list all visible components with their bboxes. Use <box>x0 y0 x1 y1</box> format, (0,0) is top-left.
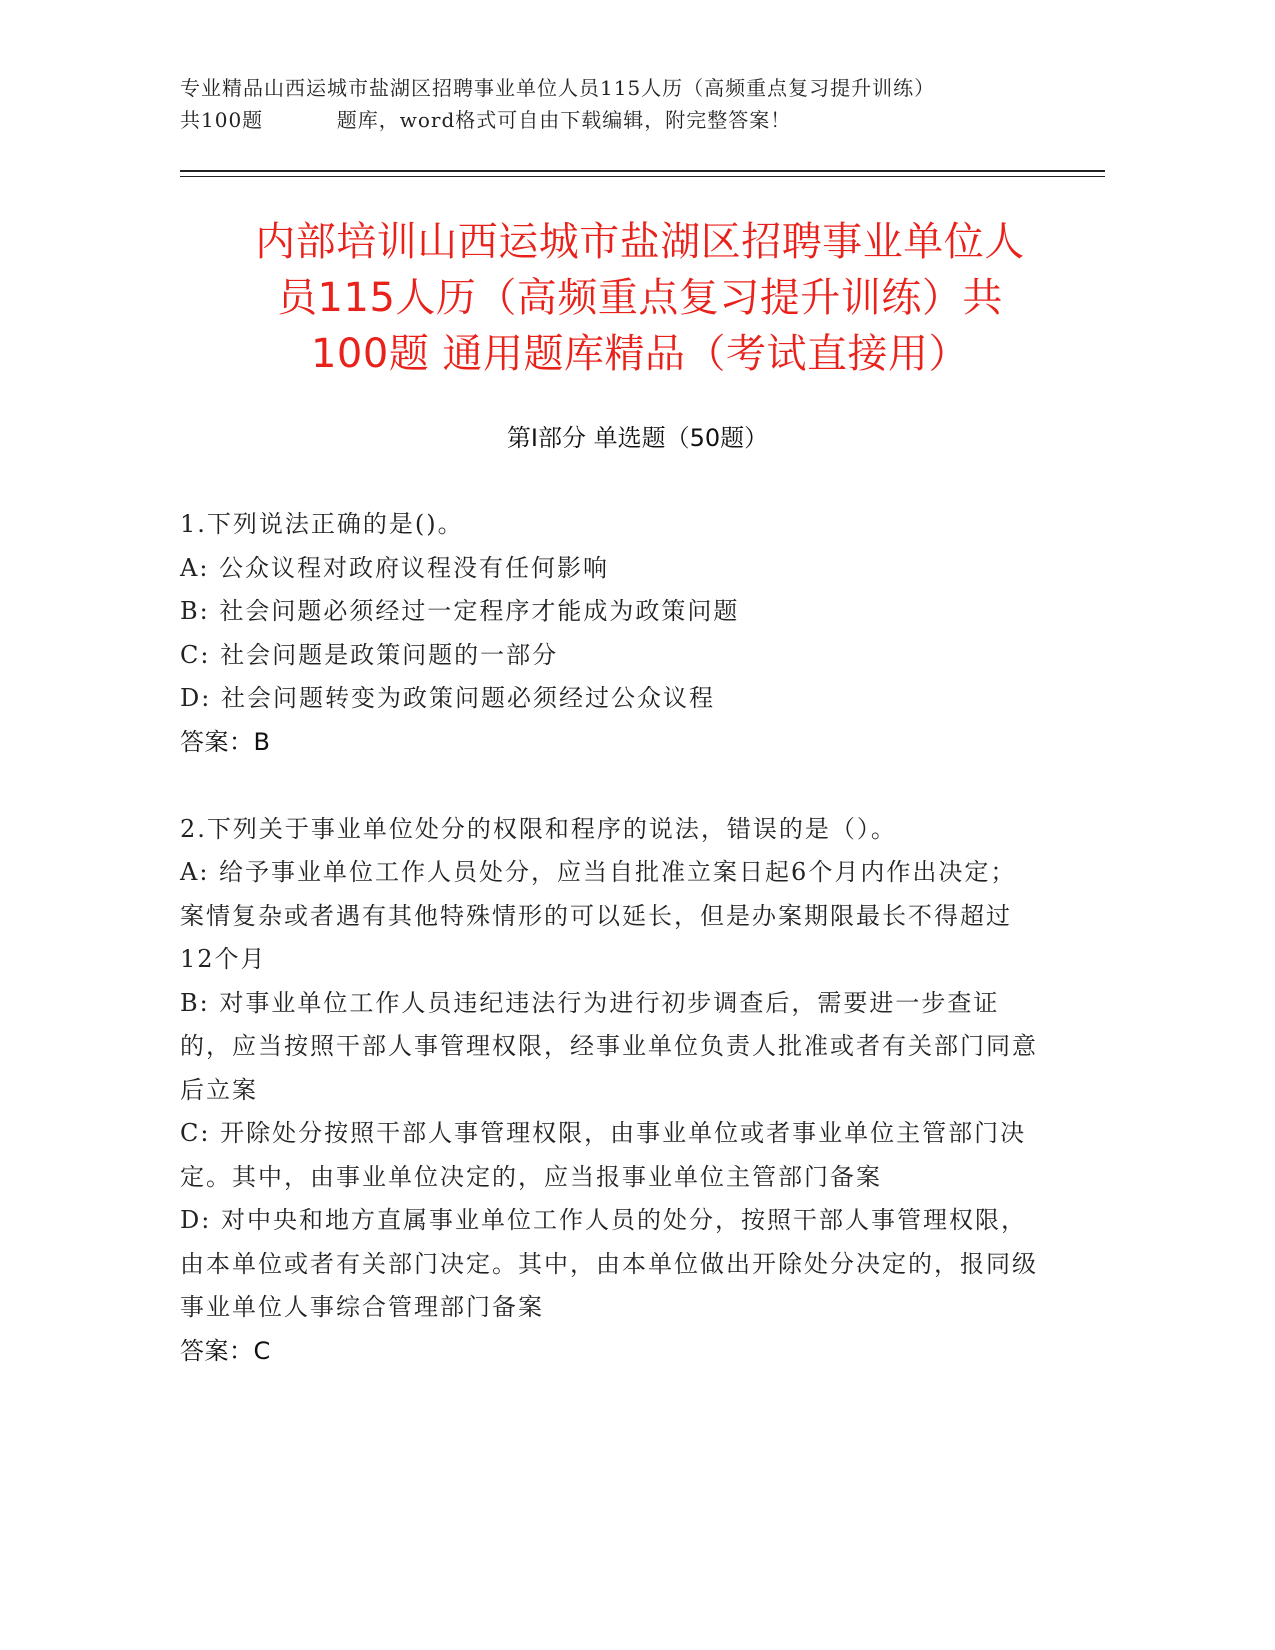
header-note <box>180 72 1105 136</box>
document-title: 内部培训山西运城市盐湖区招聘事业单位人 员115人历（高频重点复习提升训练）共 100题 通用题库精品（考试直接用） <box>255 219 1025 377</box>
question-spacer <box>180 764 1040 808</box>
question-2 <box>180 808 1040 1374</box>
option-a: A: 给予事业单位工作人员处分，应当自批准立案日起6个月内作出决定；案情复杂或者遇有其他特殊情形的可以延长，但是办案期限最长不得超过12个月 <box>180 858 1017 973</box>
option-b: B: 社会问题必须经过一定程序才能成为政策问题 <box>180 597 740 625</box>
option-c: C: 开除处分按照干部人事管理权限，由事业单位或者事业单位主管部门决定。其中，由事业单位决定的，应当报事业单位主管部门备案 <box>180 1119 1027 1191</box>
option-d: D: 对中央和地方直属事业单位工作人员的处分，按照干部人事管理权限，由本单位或者有关部门决定。其中，由本单位做出开除处分决定的，报同级事业单位人事综合管理部门备案 <box>180 1206 1038 1321</box>
header-divider-thick <box>180 170 1105 172</box>
header-note-line-2: 共100题 题库，word格式可自由下载编辑，附完整答案！ <box>180 108 792 132</box>
question-stem: 2.下列关于事业单位处分的权限和程序的说法，错误的是（）。 <box>180 814 897 843</box>
answer-text: 答案：C <box>180 1336 271 1365</box>
option-a: A: 公众议程对政府议程没有任何影响 <box>180 553 610 582</box>
option-b: B: 对事业单位工作人员违纪违法行为进行初步调查后，需要进一步查证的，应当按照干部人事管理权限，经事业单位负责人批准或者有关部门同意后立案 <box>180 988 1038 1104</box>
question-list <box>180 503 1040 1373</box>
section-heading: 第Ⅰ部分 单选题（50题） <box>506 424 769 452</box>
option-d: D: 社会问题转变为政策问题必须经过公众议程 <box>180 684 715 712</box>
header-divider-thin <box>180 176 1105 177</box>
question-stem: 1.下列说法正确的是()。 <box>180 510 464 538</box>
option-c: C: 社会问题是政策问题的一部分 <box>180 640 559 669</box>
question-1 <box>180 503 1040 764</box>
header-note-line-1: 专业精品山西运城市盐湖区招聘事业单位人员115人历（高频重点复习提升训练） <box>180 76 936 100</box>
answer-text: 答案：B <box>180 727 271 756</box>
